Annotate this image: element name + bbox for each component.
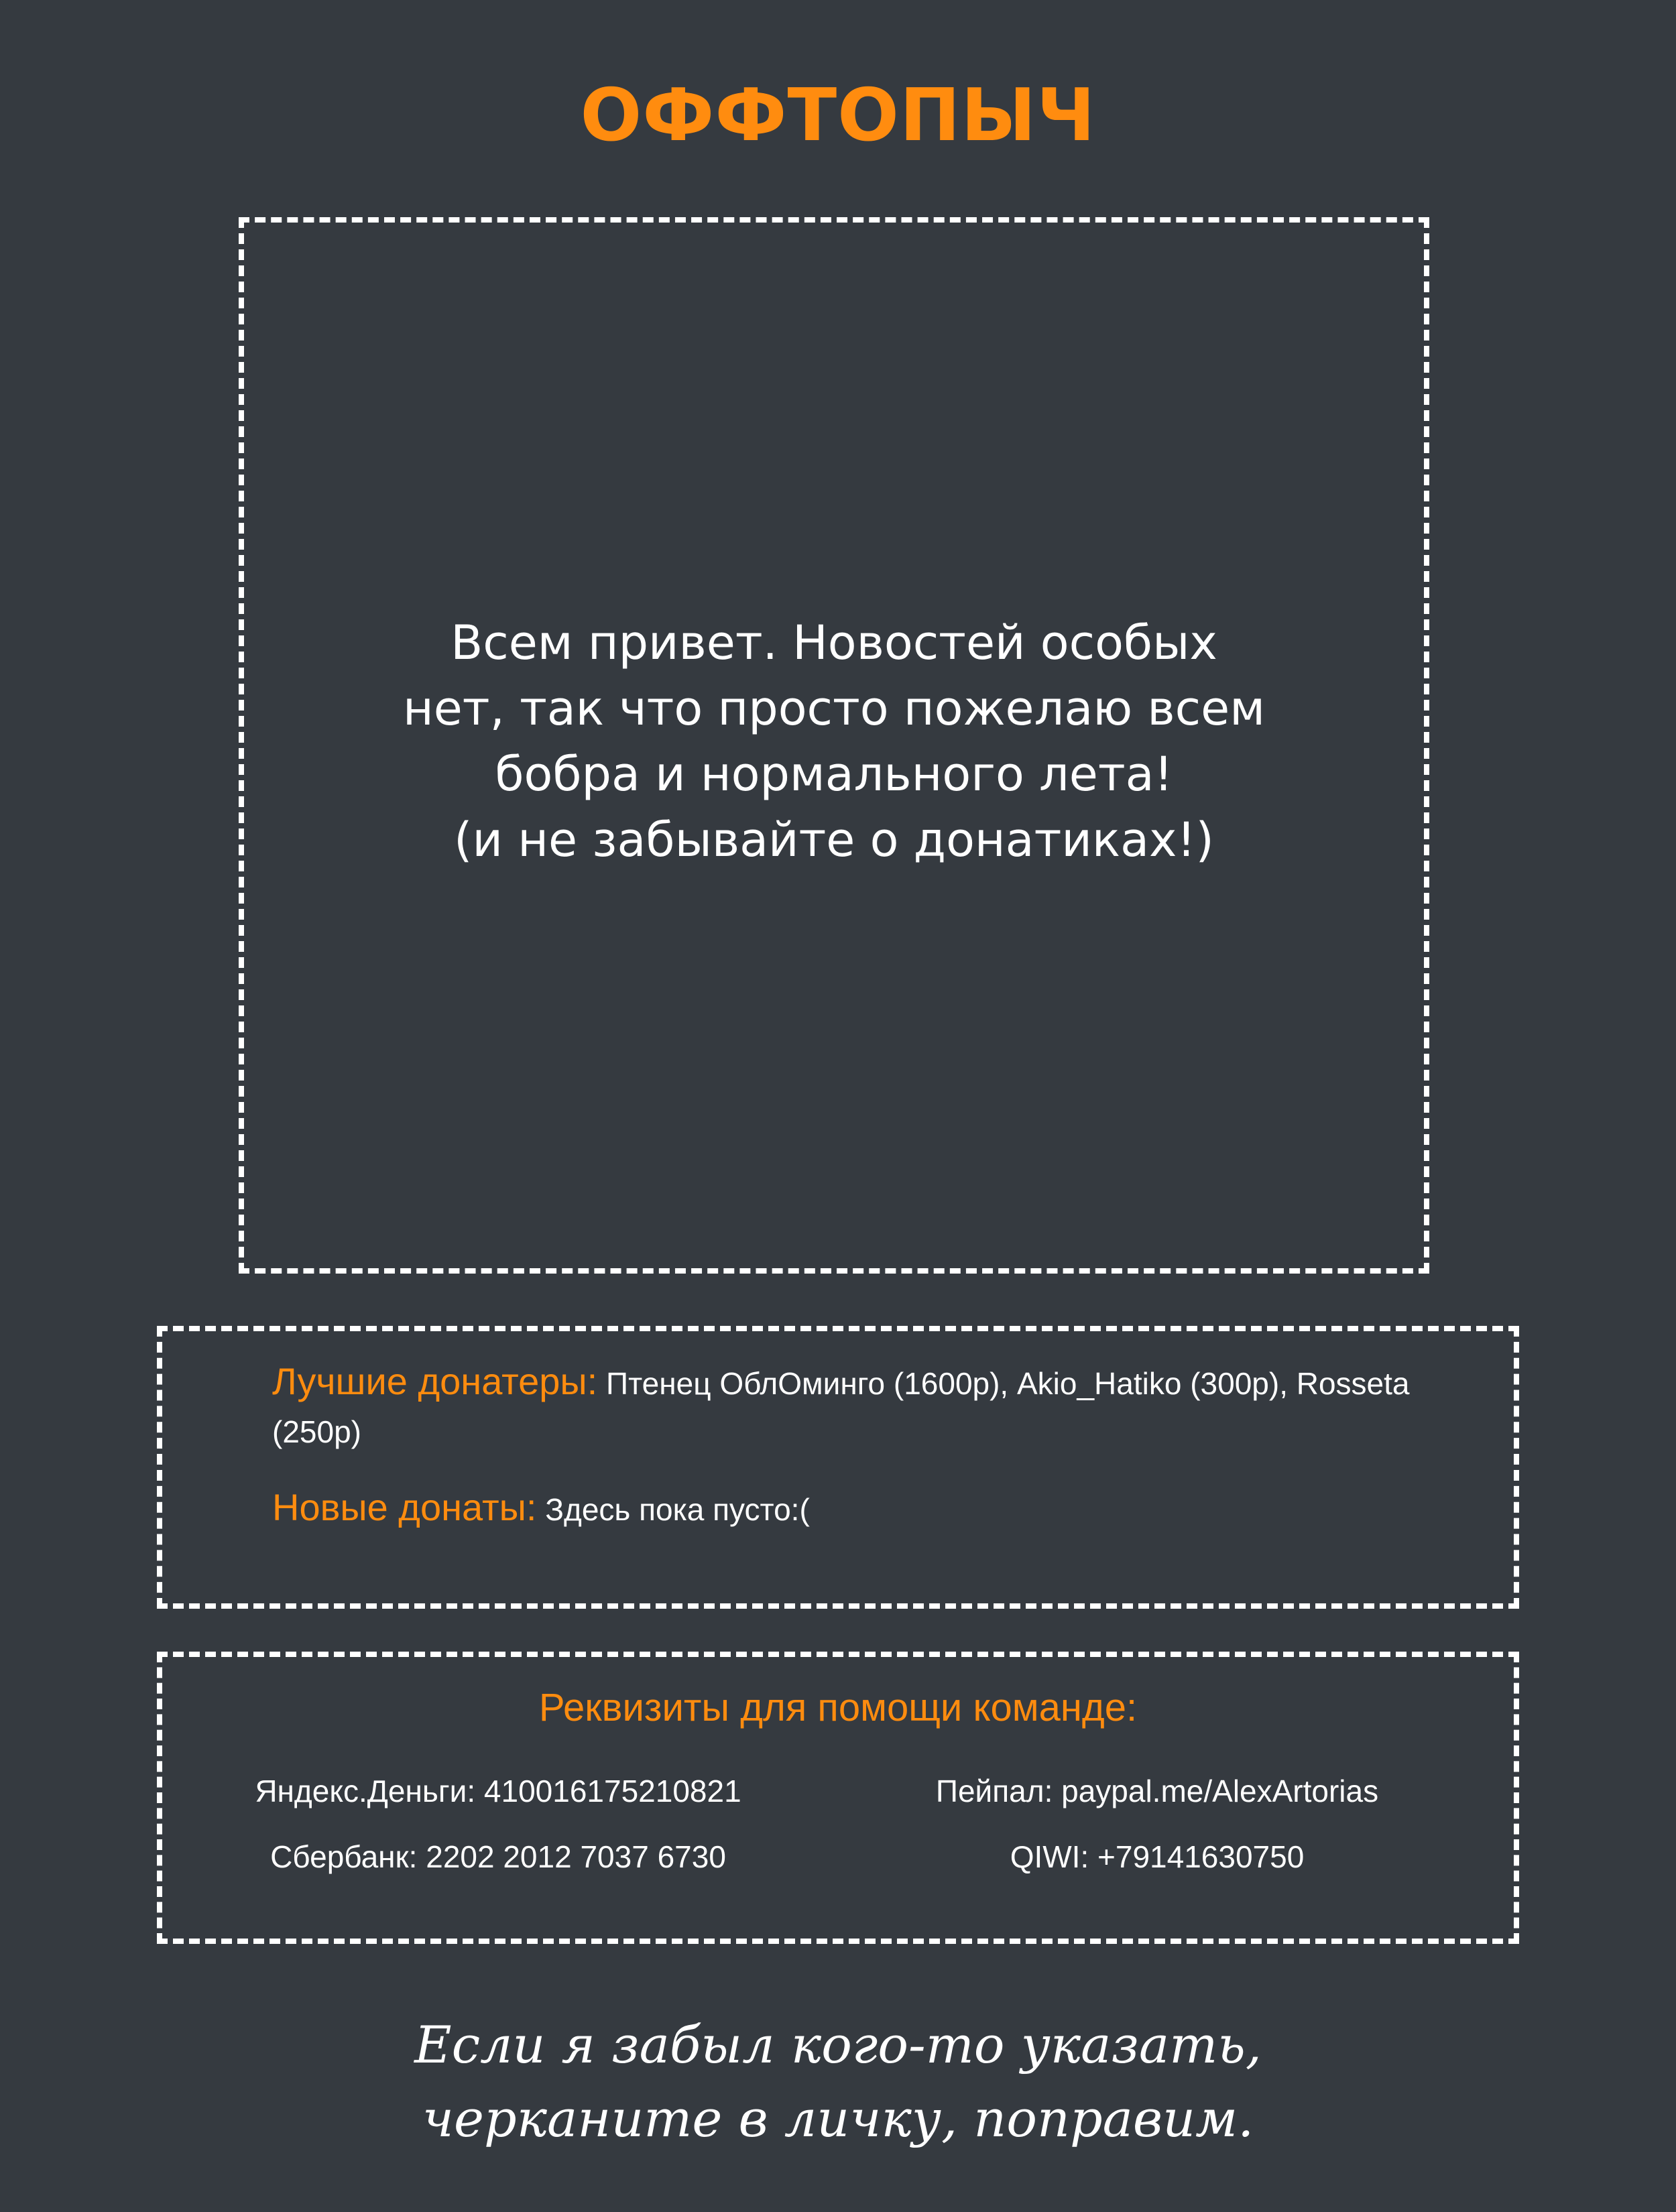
new-donations-label: Новые донаты: [272,1486,537,1528]
page-title: ОФФТОПЫЧ [580,74,1096,158]
top-donors-list: Птенец ОблОминго (1600р), Akio_Hatiko (300р), Rosseta (250р) [272,1366,1410,1449]
new-donations-text: Здесь пока пусто:( [545,1492,810,1527]
qiwi-requisite: QIWI: +79141630750 [1010,1839,1305,1874]
paypal-requisite: Пейпал: paypal.me/AlexArtorias [935,1774,1379,1808]
yandex-money-requisite: Яндекс.Деньги: 410016175210821 [255,1774,741,1808]
sberbank-requisite: Сбербанк: 2202 2012 7037 6730 [270,1839,726,1874]
requisites-title: Реквизиты для помощи команде: [538,1686,1138,1729]
message-line: нет, так что просто пожелаю всем [402,681,1266,736]
message-line: (и не забывайте о донатиках!) [454,812,1214,867]
footer-line: Если я забыл кого-то указать, [414,2015,1262,2075]
footer-note [0,2008,1676,2156]
message-line: Всем привет. Новостей особых [451,615,1217,670]
top-donors [272,1357,1412,1456]
footer-line: черканите в личку, поправим. [422,2089,1254,2148]
message-line: бобра и нормального лета! [495,747,1173,802]
new-donations [272,1483,1412,1534]
top-donors-label: Лучшие донатеры: [272,1360,598,1402]
announcement-message [239,610,1429,873]
